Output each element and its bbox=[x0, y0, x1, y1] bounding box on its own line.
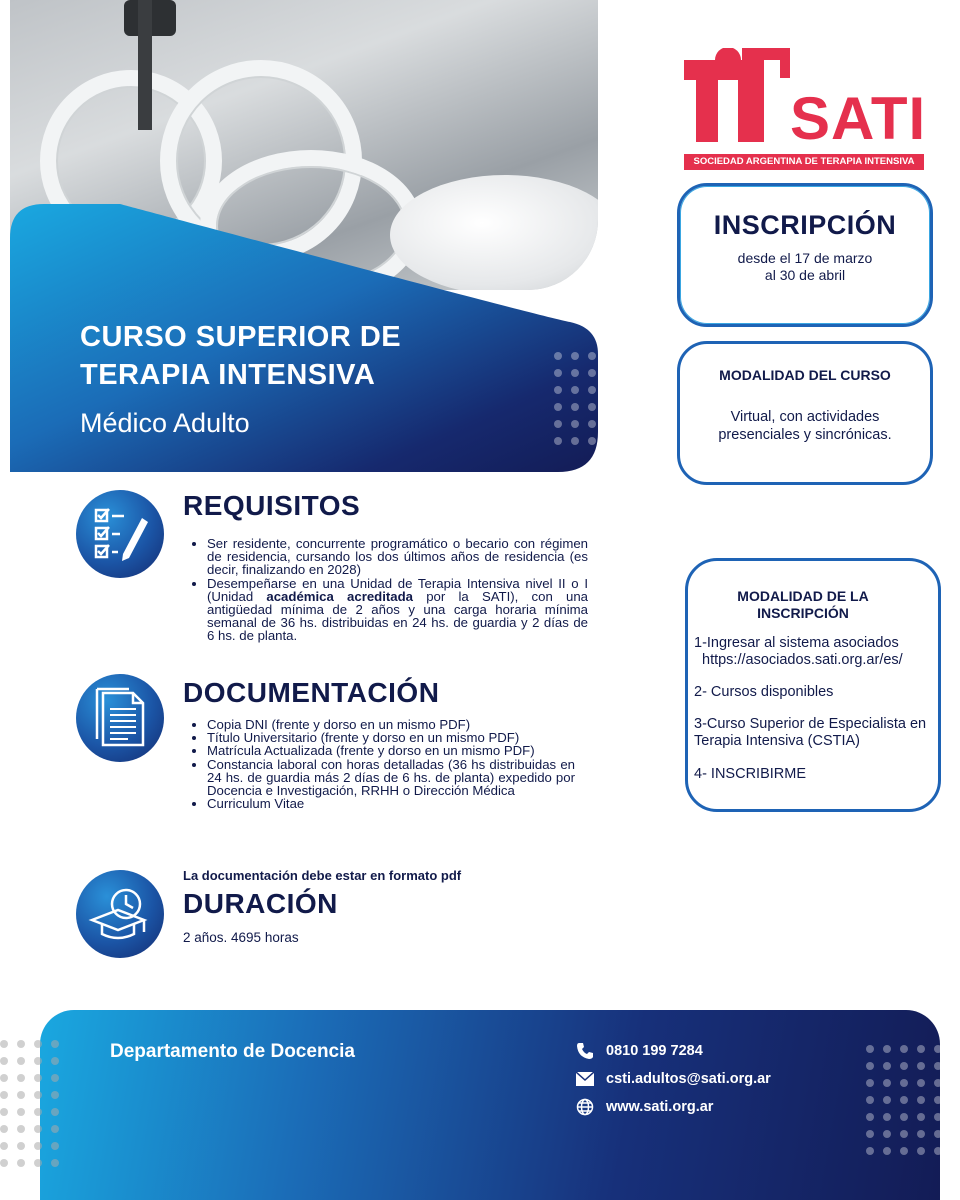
logo-name: SATI bbox=[790, 85, 927, 152]
graduation-clock-icon-circle bbox=[76, 870, 164, 958]
documentacion-title: DOCUMENTACIÓN bbox=[183, 677, 440, 708]
checklist-icon bbox=[90, 504, 150, 564]
phone-contact bbox=[576, 1042, 703, 1060]
documentacion-item-5: • Curriculum Vitae bbox=[207, 797, 575, 810]
logo-tagline: SOCIEDAD ARGENTINA DE TERAPIA INTENSIVA bbox=[684, 154, 924, 170]
course-subtitle: Médico Adulto bbox=[80, 408, 250, 438]
graduation-clock-icon bbox=[88, 884, 152, 944]
requisitos-title: REQUISITOS bbox=[183, 490, 361, 521]
requisito-item-2 bbox=[207, 577, 588, 643]
modalidad-curso-line2: presenciales y sincrónicas. bbox=[718, 427, 892, 443]
modalidad-curso-title: MODALIDAD DEL CURSO bbox=[719, 367, 891, 383]
footer-left-dots bbox=[0, 1040, 59, 1167]
modalidad-inscripcion-title bbox=[708, 588, 898, 622]
email-contact bbox=[576, 1071, 771, 1087]
duracion-text: 2 años. 4695 horas bbox=[183, 930, 299, 945]
requisitos-list bbox=[183, 537, 588, 643]
decorative-dots bbox=[554, 352, 630, 445]
requisito-item-2-text-end: por la SATI), con una antigüedad mínima de 2 años y una carga horaria mínima semanal de 36 hs. distribuidas en 24 hs. de guardia y 2 días de 6 hs. de planta. bbox=[207, 588, 588, 644]
requisito-item-1: • Ser residente, concurrente programático o becario con régimen de residencia, cursando los dos últimos años de residencia (es decir, finalizando en 2028) bbox=[207, 537, 588, 577]
inscripcion-dates bbox=[677, 250, 933, 284]
website-link[interactable]: www.sati.org.ar bbox=[606, 1099, 714, 1115]
phone-number[interactable]: 0810 199 7284 bbox=[606, 1043, 703, 1059]
course-title-line2: TERAPIA INTENSIVA bbox=[80, 359, 376, 391]
email-address[interactable]: csti.adultos@sati.org.ar bbox=[606, 1071, 771, 1087]
document-icon bbox=[93, 687, 147, 749]
modalidad-curso-line1: Virtual, con actividades bbox=[730, 409, 880, 425]
inscripcion-date-line1: desde el 17 de marzo bbox=[737, 250, 873, 266]
documentacion-item-1: • Copia DNI (frente y dorso en un mismo PDF) bbox=[207, 718, 575, 731]
sati-logo-icon bbox=[684, 48, 794, 148]
modalidad-curso-text bbox=[677, 408, 933, 444]
web-contact bbox=[576, 1098, 713, 1116]
document-icon-circle bbox=[76, 674, 164, 762]
inscripcion-step-1-text: 1-Ingresar al sistema asociados bbox=[694, 635, 899, 651]
documentacion-list bbox=[183, 718, 575, 810]
requisito-item-2-text: Desempeñarse en una Unidad de Terapia Intensiva nivel II o I (Unidad bbox=[207, 575, 588, 604]
modalidad-inscripcion-title-line2: INSCRIPCIÓN bbox=[757, 605, 849, 621]
phone-icon bbox=[576, 1042, 594, 1060]
documentacion-item-3: • Matrícula Actualizada (frente y dorso en un mismo PDF) bbox=[207, 744, 575, 757]
asociados-link[interactable]: https://asociados.sati.org.ar/es/ bbox=[702, 652, 903, 668]
inscripcion-step-1 bbox=[694, 635, 934, 669]
inscripcion-step-3: 3-Curso Superior de Especialista en Terapia Intensiva (CSTIA) bbox=[694, 716, 927, 749]
duracion-title: DURACIÓN bbox=[183, 888, 338, 919]
documentacion-item-4: • Constancia laboral con horas detalladas (36 hs distribuidas en 24 hs. de guardia más 2 días de 6 hs. de planta) expedido por Docencia e Investigación, RRHH o Dirección Médica bbox=[207, 758, 575, 798]
inscripcion-date-line2: al 30 de abril bbox=[764, 267, 846, 283]
department-name: Departamento de Docencia bbox=[110, 1041, 355, 1062]
requisito-item-2-bold: académica acreditada bbox=[266, 588, 414, 604]
documentacion-item-2: • Título Universitario (frente y dorso en un mismo PDF) bbox=[207, 731, 575, 744]
modalidad-inscripcion-title-line1: MODALIDAD DE LA bbox=[737, 588, 869, 604]
course-title bbox=[80, 318, 500, 394]
footer-right-dots bbox=[866, 1045, 942, 1155]
course-title-line1: CURSO SUPERIOR DE bbox=[80, 321, 402, 353]
inscripcion-step-2: 2- Cursos disponibles bbox=[694, 684, 834, 700]
documentacion-note: La documentación debe estar en formato pdf bbox=[183, 868, 462, 883]
mail-icon bbox=[576, 1072, 594, 1086]
inscripcion-title: INSCRIPCIÓN bbox=[713, 210, 897, 240]
globe-icon bbox=[576, 1098, 594, 1116]
footer-banner bbox=[40, 1010, 940, 1200]
checklist-icon-circle bbox=[76, 490, 164, 578]
inscripcion-step-4: 4- INSCRIBIRME bbox=[694, 766, 806, 782]
